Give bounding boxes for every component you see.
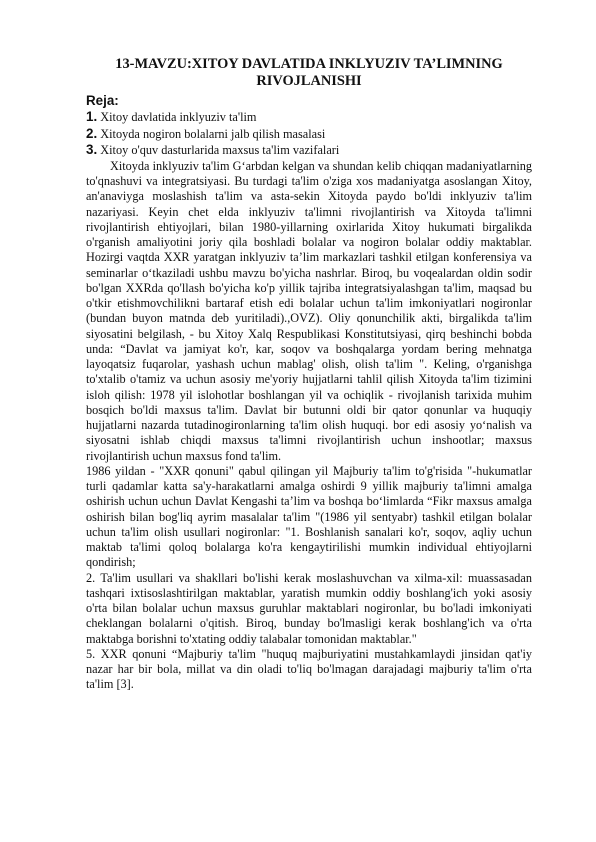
document-page — [86, 56, 532, 693]
plan-item-text: Xitoyda nogiron bolalarni jalb qilish masalasi — [100, 126, 326, 141]
plan-item-text: Xitoy davlatida inklyuziv ta'lim — [100, 110, 257, 124]
document-title: 13-MAVZU:XITOY DAVLATIDA INKLYUZIV TA’LIMNING RIVOJLANISHI — [115, 56, 503, 89]
body-paragraph: Xitoyda inklyuziv ta'lim G‘arbdan kelgan va shundan kelib chiqqan madaniyatlarning to'qnashuvi va integratsiyasi. Bu turdagi ta'lim o'ziga xos madaniyatga asoslangan Xitoy, an'anaviyga moslashish ta'lim va asta-sekin Xitoyda paydo bo'ldi inklyuziv ta'lim nazariyasi. Keyin chet elda inklyuziv ta'limni rivojlantirish va Xitoyda ta'limni rivojlantirish ehtiyojlari, bilan 1980-yillarning oxirlarida Xitoy hukumati birgalikda o'rganish amaliyotini joriy qila boshladi bolalar va nogiron bolalar oddiy maktablar. Hozirgi vaqtda XXR yaratgan inklyuziv ta’lim markazlari tashkil etilgan konferensiya va seminarlar o‘tkaziladi ushbu mavzu bo'yicha nashrlar. Biroq, bu voqealardan oldin sodir bo'lgan XXRda qo'llash bo'yicha ko'p yillik tajriba integratsiyalashgan ta'lim, maqsad bu o'tkir etishmovchilikni bartaraf etish edi bolalar uchun ta'lim imkoniyatlari nogironlar (bundan buyon matnda deb yuritiladi).,OVZ). Oliy qonunchilik akti, birgalikda ta'lim siyosatini belgilash, - bu Xitoy Xalq Respublikasi Konstitutsiyasi, qirq beshinchi bobda unda: “Davlat va jamiyat ko'r, kar, soqov va boshqalarga yordam bering mehnatga layoqatsiz fuqarolar, yashash uchun mablag' olish, olish ta'lim ". Keling, o'rganishga to'xtalib o'tamiz va uchun asosiy me'yoriy hujjatlarni tahlil qilish Xitoyda ta'lim tizimini isloh qilish: 1978 yil islohotlar boshlangan yil va ochiqlik - rivojlanish tarixida muhim bosqich bo'ldi maxsus ta'lim. Davlat bir butunni oldi bir qator qonunlar va huquqiy hujjatlarni nazarda tutadinogironlarning ta'lim olish huquqi. bor edi asosiy yo‘nalish va siyosatni ishlab chiqdi maxsus ta'limni rivojlantirish uchun inshootlar; maxsus rivojlantirish uchun maxsus fond ta'lim. — [86, 158, 532, 463]
plan-item — [86, 126, 532, 143]
plan-item — [86, 109, 532, 126]
body-paragraph: 1986 yildan - "XXR qonuni" qabul qilingan yil Majburiy ta'lim to'g'risida "-hukumatlar turli qadamlar katta sa'y-harakatlarni amalga oshirdi 9 yillik majburiy ta'limni amalga oshirish uchun uchun Davlat Kengashi ta’lim va boshqa bo‘limlarda “Fikr maxsus amalga oshirish bilan bog'liq ayrim masalalar ta'lim "(1986 yil sentyabr) tashkil etilgan bolalar uchun ta'lim olish usullari nogironlar: "1. Boshlanish sanalari ko'r, soqov, aqliy uchun maktab ta'limi qoloq bolalarga ko'ra kengaytirilishi mumkin individual ehtiyojlarni qondirish; — [86, 463, 532, 570]
plan-item-text: Xitoy o'quv dasturlarida maxsus ta'lim vazifalari — [100, 143, 340, 158]
plan-item-number: 2. — [86, 125, 98, 141]
body-paragraph: 5. XXR qonuni “Majburiy ta'lim "huquq majburiyatini mustahkamlaydi jinsidan qat'iy nazar har bir bola, millat va din oladi to'liq bo'lmagan darajadagi majburiy ta'lim o'rta ta'lim [3]. — [86, 646, 532, 692]
plan-heading: Reja: — [86, 93, 119, 108]
plan-item — [86, 142, 532, 159]
plan-item-number: 1. — [86, 109, 98, 124]
plan-item-number: 3. — [86, 142, 98, 158]
body-paragraph: 2. Ta'lim usullari va shakllari bo'lishi kerak moslashuvchan va xilma-xil: muassasadan tashqari ixtisoslashtirilgan maktablar, yaratish mumkin oddiy boshlang'ich yoki asosiy o'rta bilan bolalar uchun maxsus guruhlar maktablari nogironlar, bu bo'ladi imkoniyati cheklangan bolalarni o'qitish. Biroq, bunday bo'lmasligi kerak boshlang'ich va o'rta maktabga borishni to'xtating oddiy talabalar tomonidan maktablar." — [86, 570, 532, 646]
